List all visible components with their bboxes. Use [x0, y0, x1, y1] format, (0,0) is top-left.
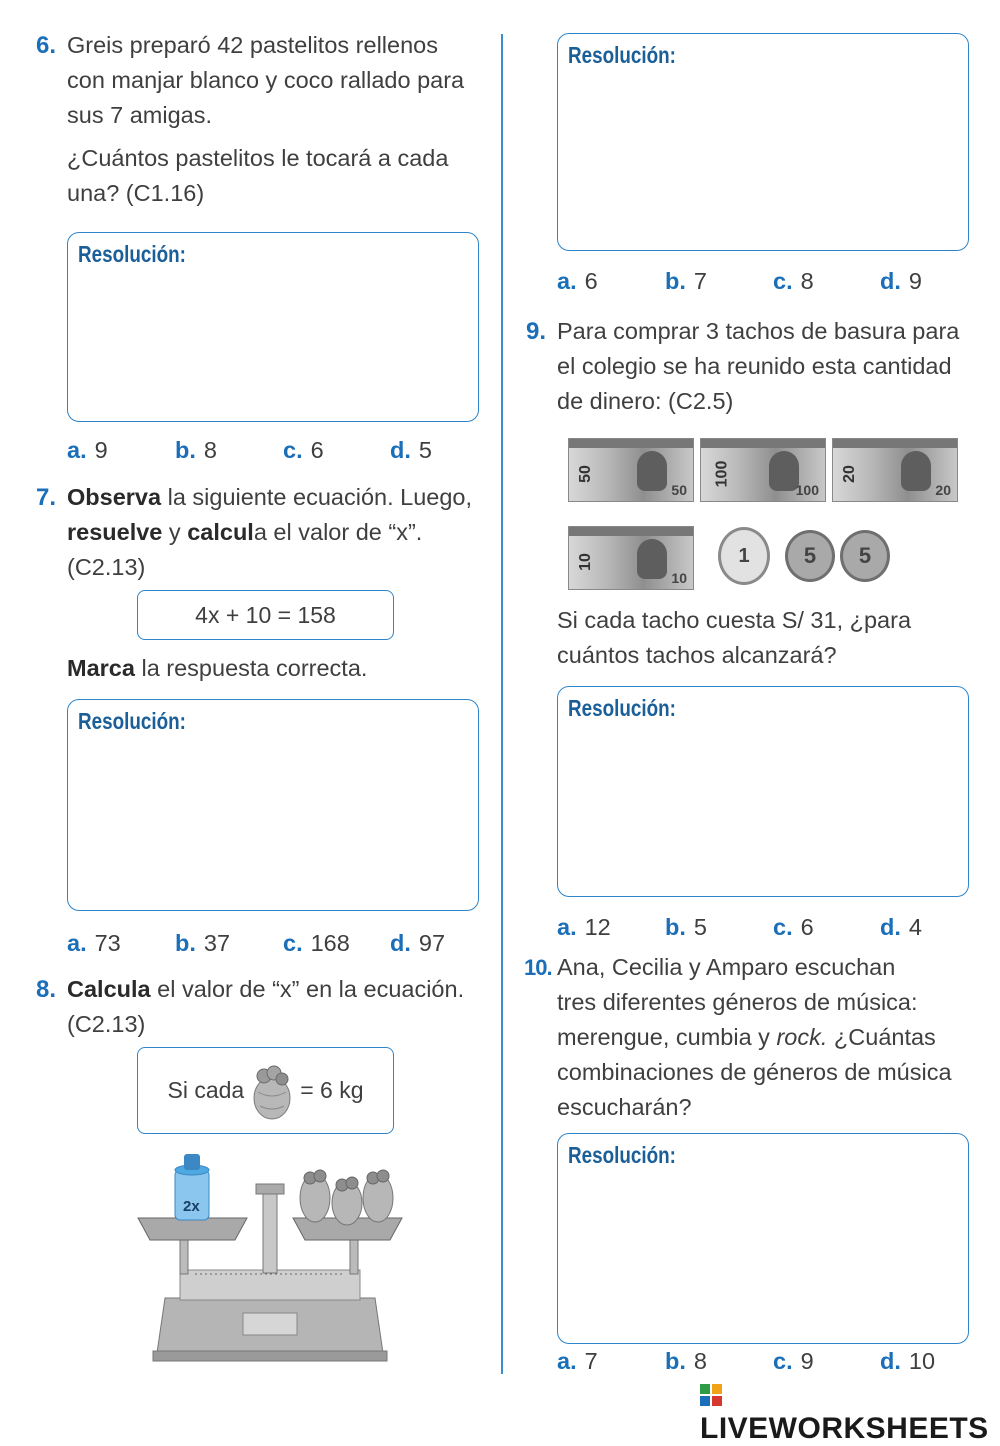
question-9-text: Para comprar 3 tachos de basura para el colegio se ha reunido esta cantidad de dinero: (C2.5) [557, 318, 960, 414]
option-6a[interactable]: a. 9 [67, 437, 108, 463]
resolution-label: Resolución: [78, 241, 186, 267]
option-8c[interactable]: c. 8 [773, 268, 814, 294]
equation-suffix: = 6 kg [300, 1077, 364, 1103]
resolution-box-8[interactable] [557, 33, 969, 251]
resolution-box-10[interactable] [557, 1133, 969, 1344]
resolution-box-6[interactable] [67, 232, 479, 422]
option-6d[interactable]: d. 5 [390, 437, 432, 463]
question-10-text: Ana, Cecilia y Amparo escuchan tres diferentes géneros de música: merengue, cumbia y rock. ¿Cuántas combinaciones de géneros de música escucharán? [557, 954, 952, 1120]
option-9c[interactable]: c. 6 [773, 914, 814, 940]
option-10c[interactable]: c. 9 [773, 1348, 814, 1374]
bill-50: 50 50 [568, 438, 694, 502]
option-6b[interactable]: b. 8 [175, 437, 217, 463]
resolution-box-7[interactable] [67, 699, 479, 911]
bill-10: 10 10 [568, 526, 694, 590]
bill-20: 20 20 [832, 438, 958, 502]
option-7d[interactable]: d. 97 [390, 930, 446, 956]
option-7a[interactable]: a. 73 [67, 930, 121, 956]
resolution-label: Resolución: [568, 1142, 676, 1168]
option-7c[interactable]: c. 168 [283, 930, 350, 956]
question-6-number: 6. [36, 32, 57, 59]
option-10b[interactable]: b. 8 [665, 1348, 707, 1374]
bag-equation-box [137, 1047, 394, 1134]
bill-100: 100 100 [700, 438, 826, 502]
option-8a[interactable]: a. 6 [557, 268, 598, 294]
question-6-text [67, 28, 464, 133]
weight-label: 2x [183, 1198, 200, 1215]
equation-box: 4x + 10 = 158 [137, 590, 394, 640]
question-8-text: Calcula el valor de “x” en la ecuación. (C2.13) [67, 976, 465, 1037]
question-6-line: sus 7 amigas. [67, 102, 212, 128]
option-6c[interactable]: c. 6 [283, 437, 324, 463]
option-7b[interactable]: b. 37 [175, 930, 231, 956]
question-6-line: Greis preparó 42 pastelitos rellenos [67, 32, 438, 58]
option-8b[interactable]: b. 7 [665, 268, 707, 294]
resolution-label: Resolución: [568, 42, 676, 68]
option-9b[interactable]: b. 5 [665, 914, 707, 940]
resolution-label: Resolución: [78, 708, 186, 734]
option-9d[interactable]: d. 4 [880, 914, 922, 940]
question-7-instruction: Marca la respuesta correcta. [67, 655, 368, 681]
brand-text: LIVEWORKSHEETS [700, 1412, 989, 1445]
sack-icon [248, 1062, 296, 1120]
question-8-number: 8. [36, 976, 57, 1003]
option-9a[interactable]: a. 12 [557, 914, 611, 940]
question-6-line: una? (C1.16) [67, 180, 205, 206]
question-6-line: con manjar blanco y coco rallado para [67, 67, 465, 93]
question-6-line: ¿Cuántos pastelitos le tocará a cada [67, 145, 449, 171]
logo-grid-icon [700, 1384, 722, 1406]
option-10a[interactable]: a. 7 [557, 1348, 598, 1374]
balance-scale-illustration [135, 1148, 405, 1368]
question-6-question [67, 141, 448, 211]
option-8d[interactable]: d. 9 [880, 268, 922, 294]
question-9-number: 9. [526, 318, 547, 345]
question-10-number: 10. [524, 955, 552, 980]
resolution-label: Resolución: [568, 695, 676, 721]
question-7-text: Observa la siguiente ecuación. Luego, resuelve y calcula el valor de “x”. (C2.13) [67, 484, 473, 580]
question-7-number: 7. [36, 484, 57, 511]
coin-5-soles: 5 [785, 530, 835, 582]
equation-prefix: Si cada [167, 1077, 245, 1103]
column-divider [501, 34, 503, 1374]
coin-5-soles: 5 [840, 530, 890, 582]
option-10d[interactable]: d. 10 [880, 1348, 936, 1374]
question-9-question: Si cada tacho cuesta S/ 31, ¿para cuántos tachos alcanzará? [557, 607, 912, 668]
coin-1-sol: 1 [718, 527, 770, 585]
liveworksheets-logo [700, 1378, 1000, 1446]
resolution-box-9[interactable] [557, 686, 969, 897]
